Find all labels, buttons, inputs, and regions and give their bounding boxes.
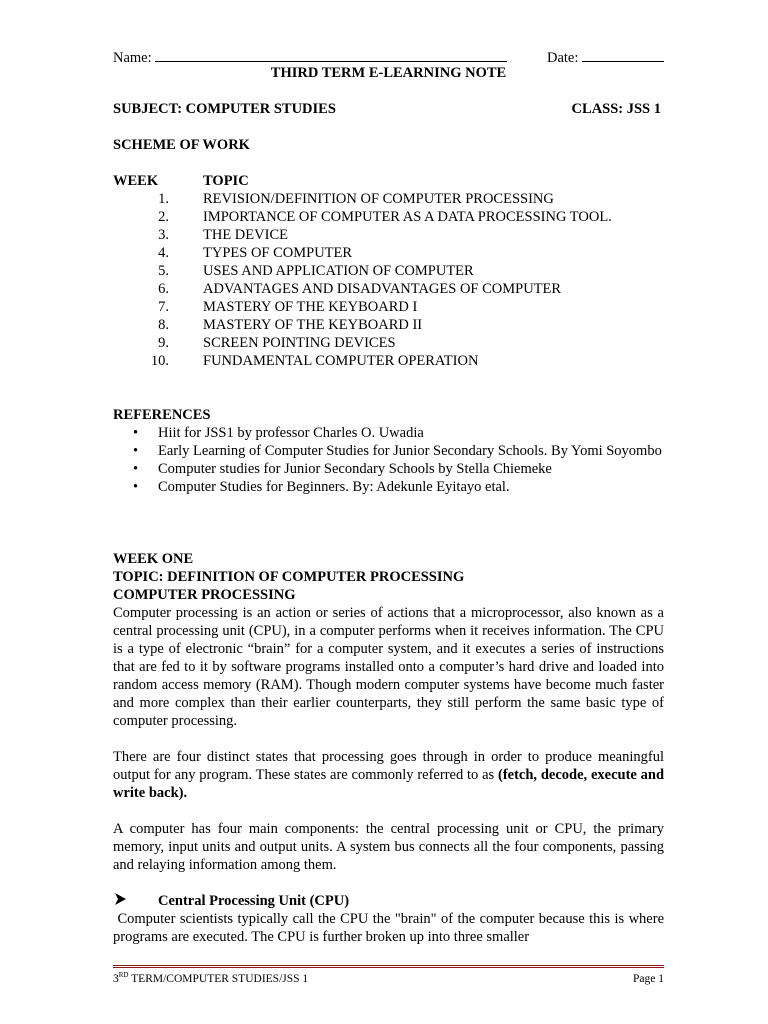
week-row bbox=[113, 208, 664, 226]
footer-term bbox=[113, 972, 308, 986]
subject-label: SUBJECT: COMPUTER STUDIES bbox=[113, 101, 336, 117]
date-label: Date: bbox=[546, 50, 579, 66]
week-number: 6. bbox=[158, 281, 169, 297]
reference-item bbox=[113, 424, 664, 442]
footer-term-superscript: RD bbox=[118, 971, 129, 980]
week-number: 7. bbox=[158, 299, 169, 315]
reference-item bbox=[113, 442, 664, 460]
components-paragraph: A computer has four main components: the central processing unit or CPU, the primary memory, input units and output units. A system bus connects all the four components, passing and relaying information among them. bbox=[113, 821, 664, 873]
week-row bbox=[113, 262, 664, 280]
week-row bbox=[113, 334, 664, 352]
week-topic: TYPES OF COMPUTER bbox=[203, 245, 353, 261]
name-blank-line bbox=[155, 47, 507, 62]
week-row bbox=[113, 244, 664, 262]
cpu-paragraph: Computer scientists typically call the CPU the "brain" of the computer because this is where programs are executed. The CPU is further broken up into three smaller bbox=[113, 911, 668, 945]
bullet-icon: • bbox=[133, 443, 139, 459]
weeks-table-header bbox=[113, 172, 664, 190]
subject-class-line bbox=[113, 100, 664, 118]
weeks-list bbox=[113, 190, 664, 370]
week-number: 4. bbox=[158, 245, 169, 261]
week-topic: THE DEVICE bbox=[203, 227, 288, 243]
scheme-heading: SCHEME OF WORK bbox=[113, 137, 250, 153]
bullet-icon: • bbox=[133, 461, 139, 477]
week-number: 1. bbox=[158, 191, 169, 207]
reference-text: Hiit for JSS1 by professor Charles O. Uwadia bbox=[158, 425, 424, 441]
week-number: 8. bbox=[158, 317, 169, 333]
footer-page-number: Page 1 bbox=[633, 973, 664, 985]
week-topic: REVISION/DEFINITION OF COMPUTER PROCESSING bbox=[203, 191, 554, 207]
footer-term-number: 3 bbox=[113, 973, 119, 985]
states-list-bold: (fetch, decode, execute and write back). bbox=[113, 767, 665, 801]
week-number: 10. bbox=[150, 353, 169, 369]
week-row bbox=[113, 280, 664, 298]
cpu-heading-text: Central Processing Unit (CPU) bbox=[158, 893, 350, 909]
week-topic: MASTERY OF THE KEYBOARD II bbox=[203, 317, 423, 333]
date-blank-line bbox=[582, 47, 664, 62]
reference-item bbox=[113, 460, 664, 478]
week-number: 9. bbox=[158, 335, 169, 351]
document-title: THIRD TERM E-LEARNING NOTE bbox=[270, 65, 507, 81]
states-text: There are four distinct states that processing goes through in order to produce meaningful output for any program. These states are commonly referred to as bbox=[113, 749, 664, 783]
week-number: 2. bbox=[158, 209, 169, 225]
name-label: Name: bbox=[113, 50, 152, 66]
states-paragraph bbox=[113, 748, 664, 802]
processing-paragraph: Computer processing is an action or series of actions that a microprocessor, also known as a central processing unit (CPU), in a computer performs when it receives information. The CPU is a type of electronic “brain” for a computer system, and it executes a series of instructions that are fed to it by software programs installed onto a computer’s hard drive and loaded into random access memory (RAM). Though modern computer systems have become much faster and more complex than their earlier counterparts, they still perform the same basic type of computer processing. bbox=[113, 605, 664, 729]
week-number: 3. bbox=[158, 227, 169, 243]
name-field bbox=[113, 47, 507, 65]
week-row bbox=[113, 298, 664, 316]
date-field bbox=[547, 47, 664, 65]
bullet-icon: • bbox=[133, 425, 139, 441]
page-footer bbox=[113, 965, 664, 986]
class-label: CLASS: JSS 1 bbox=[571, 101, 661, 117]
reference-text: Computer studies for Junior Secondary Schools by Stella Chiemeke bbox=[158, 461, 552, 477]
week-row bbox=[113, 352, 664, 370]
week-topic: FUNDAMENTAL COMPUTER OPERATION bbox=[203, 353, 479, 369]
footer-term-text: TERM/COMPUTER STUDIES/JSS 1 bbox=[128, 973, 309, 985]
reference-text: Computer Studies for Beginners. By: Adekunle Eyitayo etal. bbox=[158, 479, 510, 495]
document-page bbox=[113, 47, 668, 946]
computer-processing-heading: COMPUTER PROCESSING bbox=[113, 587, 296, 603]
week-topic: MASTERY OF THE KEYBOARD I bbox=[203, 299, 418, 315]
week-row bbox=[113, 316, 664, 334]
week-column-header: WEEK bbox=[113, 173, 159, 189]
week-row bbox=[113, 190, 664, 208]
week-number: 5. bbox=[158, 263, 169, 279]
week-row bbox=[113, 226, 664, 244]
week-topic: USES AND APPLICATION OF COMPUTER bbox=[203, 263, 474, 279]
bullet-icon: • bbox=[133, 479, 139, 495]
name-date-line bbox=[113, 47, 664, 65]
week-topic: ADVANTAGES AND DISADVANTAGES OF COMPUTER bbox=[203, 281, 562, 297]
arrow-bullet-icon bbox=[113, 892, 158, 910]
week-topic: IMPORTANCE OF COMPUTER AS A DATA PROCESSING TOOL. bbox=[203, 209, 612, 225]
reference-text: Early Learning of Computer Studies for Junior Secondary Schools. By Yomi Soyombo bbox=[158, 443, 662, 459]
references-list bbox=[113, 424, 664, 496]
week-topic: SCREEN POINTING DEVICES bbox=[203, 335, 396, 351]
topic-column-header: TOPIC bbox=[203, 173, 249, 189]
cpu-heading bbox=[113, 892, 664, 910]
references-heading: REFERENCES bbox=[113, 407, 211, 423]
reference-item bbox=[113, 478, 664, 496]
week-one-topic: TOPIC: DEFINITION OF COMPUTER PROCESSING bbox=[113, 569, 465, 585]
week-one-heading: WEEK ONE bbox=[113, 551, 194, 567]
